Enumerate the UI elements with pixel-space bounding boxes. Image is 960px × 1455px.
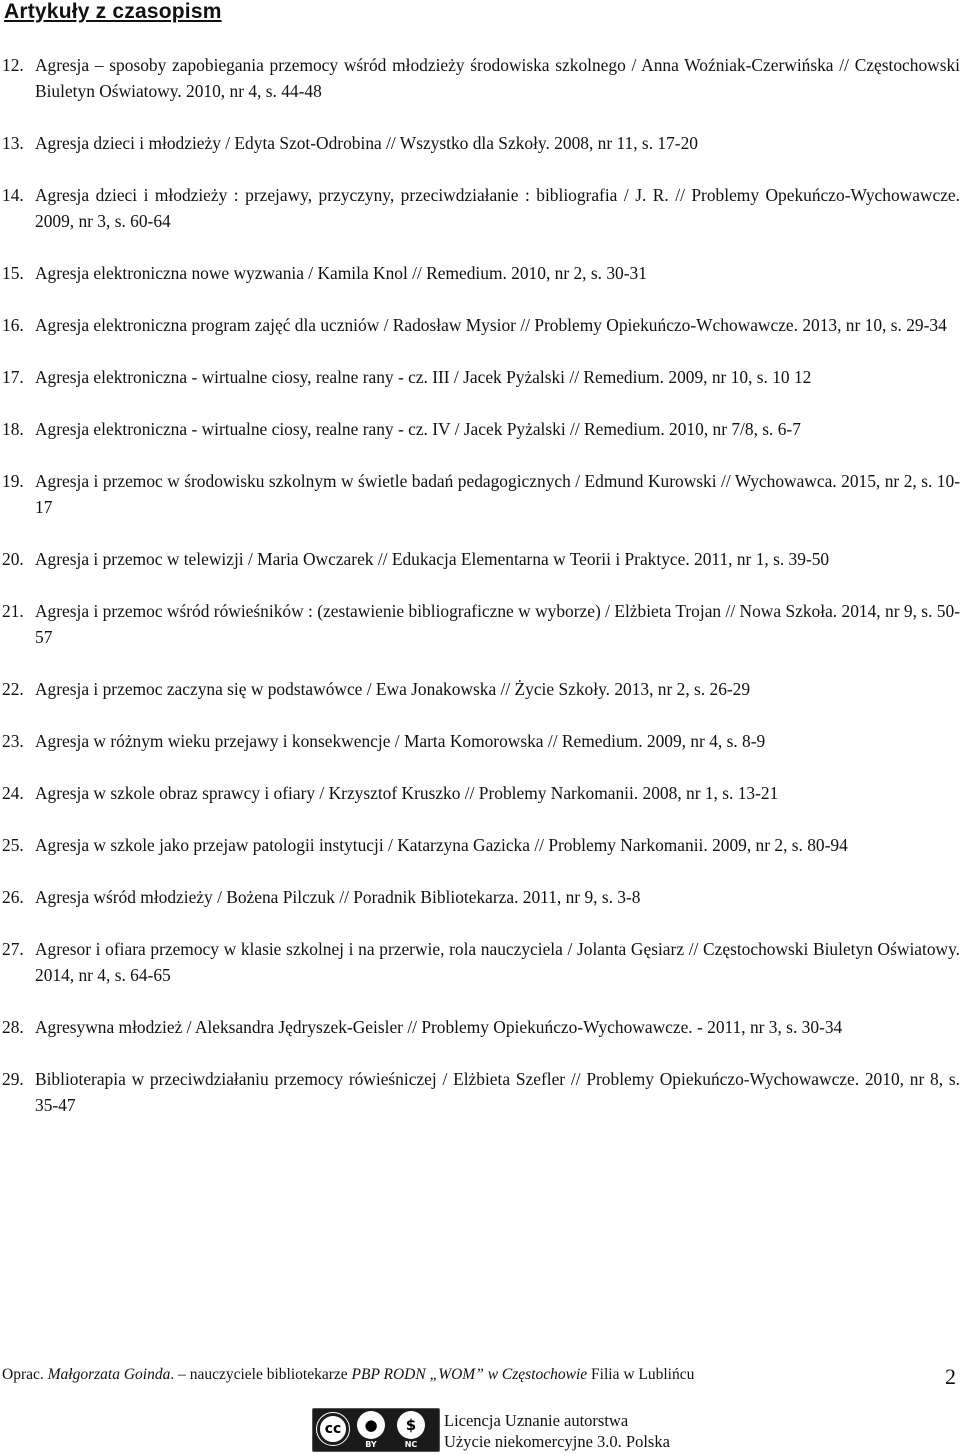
entry-number: 28. <box>2 1017 24 1037</box>
entry-text: Agresja i przemoc w telewizji / Maria Owczarek // Edukacja Elementarna w Teorii i Praktyce. 2011, nr 1, s. 39-50 <box>35 549 830 569</box>
entry-text: Agresja i przemoc zaczyna się w podstawówce / Ewa Jonakowska // Życie Szkoły. 2013, nr 2, s. 26-29 <box>35 679 751 699</box>
footer-credit <box>2 1366 960 1384</box>
entry-number: 22. <box>2 679 24 699</box>
bibliography-entry <box>0 468 960 520</box>
entry-text: Agresja dzieci i młodzieży : przejawy, przyczyny, przeciwdziałanie : bibliografia / J. R. // Problemy Opekuńczo-Wychowawcze. 2009, nr 3, s. 60-64 <box>35 185 960 231</box>
bibliography-entry <box>0 1066 960 1118</box>
creative-commons-badge[interactable] <box>312 1408 440 1452</box>
entry-number: 12. <box>2 55 24 75</box>
page-number: 2 <box>945 1364 956 1389</box>
entry-number: 16. <box>2 315 24 335</box>
bibliography-entry <box>0 416 960 442</box>
bibliography-entry <box>0 312 960 338</box>
entry-number: 29. <box>2 1069 24 1089</box>
entry-text: Agresja elektroniczna nowe wyzwania / Kamila Knol // Remedium. 2010, nr 2, s. 30-31 <box>35 263 647 283</box>
entry-text: Agresja i przemoc w środowisku szkolnym w świetle badań pedagogicznych / Edmund Kurowski // Wychowawca. 2015, nr 2, s. 10-17 <box>35 471 960 517</box>
cc-logo-icon: cc <box>317 1413 349 1445</box>
entry-number: 21. <box>2 601 24 621</box>
entry-text: Agresja elektroniczna - wirtualne ciosy, realne rany - cz. III / Jacek Pyżalski // Remedium. 2009, nr 10, s. 10 12 <box>35 367 812 387</box>
bibliography-entry <box>0 260 960 286</box>
badge-nc-label: NC <box>404 1440 418 1449</box>
bibliography-entry <box>0 130 960 156</box>
bibliography-entry <box>0 884 960 910</box>
footer-author: Małgorzata Goinda <box>47 1366 171 1383</box>
entry-text: Agresja – sposoby zapobiegania przemocy wśród młodzieży środowiska szkolnego / Anna Woźniak-Czerwińska // Częstochowski Biuletyn Oświatowy. 2010, nr 4, s. 44-48 <box>35 55 960 101</box>
bibliography-entry <box>0 546 960 572</box>
badge-by-label: BY <box>365 1440 377 1449</box>
license-block <box>312 1408 712 1452</box>
bibliography-entry <box>0 52 960 104</box>
attribution-person-icon: ● <box>357 1411 385 1439</box>
entry-text: Agresja w szkole jako przejaw patologii instytucji / Katarzyna Gazicka // Problemy Narkomanii. 2009, nr 2, s. 80-94 <box>35 835 848 855</box>
entry-number: 15. <box>2 263 24 283</box>
footer-prefix: Oprac. <box>2 1366 48 1383</box>
entry-number: 23. <box>2 731 24 751</box>
entry-text: Agresja i przemoc wśród rówieśników : (zestawienie bibliograficzne w wyborze) / Elżbieta Trojan // Nowa Szkoła. 2014, nr 9, s. 50-57 <box>35 601 960 647</box>
entry-number: 24. <box>2 783 24 803</box>
bibliography-entry <box>0 182 960 234</box>
entry-text: Agresja wśród młodzieży / Bożena Pilczuk // Poradnik Bibliotekarza. 2011, nr 9, s. 3-8 <box>35 887 641 907</box>
entry-number: 19. <box>2 471 24 491</box>
bibliography-entry <box>0 832 960 858</box>
entry-number: 18. <box>2 419 24 439</box>
entry-text: Biblioterapia w przeciwdziałaniu przemocy rówieśniczej / Elżbieta Szefler // Problemy Opiekuńczo-Wychowawcze. 2010, nr 8, s. 35-47 <box>35 1069 960 1115</box>
entry-text: Agresja dzieci i młodzieży / Edyta Szot-Odrobina // Wszystko dla Szkoły. 2008, nr 11, s. 17-20 <box>35 133 698 153</box>
noncommercial-dollar-icon: $ <box>397 1411 425 1439</box>
entry-number: 17. <box>2 367 24 387</box>
bibliography-entry <box>0 364 960 390</box>
license-line-1: Licencja Uznanie autorstwa <box>444 1411 629 1430</box>
entry-text: Agresor i ofiara przemocy w klasie szkolnej i na przerwie, rola nauczyciela / Jolanta Gęsiarz // Częstochowski Biuletyn Oświatowy. 2014, nr 4, s. 64-65 <box>35 939 960 985</box>
entry-text: Agresja elektroniczna program zajęć dla uczniów / Radosław Mysior // Problemy Opiekuńczo-Wchowawcze. 2013, nr 10, s. 29-34 <box>35 315 947 335</box>
entry-text: Agresja w szkole obraz sprawcy i ofiary / Krzysztof Kruszko // Problemy Narkomanii. 2008, nr 1, s. 13-21 <box>35 783 779 803</box>
bibliography-entry <box>0 728 960 754</box>
entry-number: 27. <box>2 939 24 959</box>
entry-number: 20. <box>2 549 24 569</box>
page-title: Artykuły z czasopism <box>4 0 222 23</box>
license-text <box>444 1410 670 1452</box>
footer-middle: . – nauczyciele bibliotekarze <box>170 1366 352 1383</box>
entry-number: 14. <box>2 185 24 205</box>
entry-number: 25. <box>2 835 24 855</box>
bibliography-list <box>0 52 960 1144</box>
entry-number: 13. <box>2 133 24 153</box>
entry-text: Agresja w różnym wieku przejawy i konsekwencje / Marta Komorowska // Remedium. 2009, nr 4, s. 8-9 <box>35 731 766 751</box>
bibliography-entry <box>0 1014 960 1040</box>
bibliography-entry <box>0 676 960 702</box>
entry-number: 26. <box>2 887 24 907</box>
bibliography-entry <box>0 780 960 806</box>
footer-institution: PBP RODN „WOM” w Częstochowie <box>351 1366 588 1383</box>
bibliography-entry <box>0 936 960 988</box>
footer-suffix: Filia w Lublińcu <box>587 1366 695 1383</box>
entry-text: Agresja elektroniczna - wirtualne ciosy, realne rany - cz. IV / Jacek Pyżalski // Remedium. 2010, nr 7/8, s. 6-7 <box>35 419 801 439</box>
entry-text: Agresywna młodzież / Aleksandra Jędryszek-Geisler // Problemy Opiekuńczo-Wychowawcze. - 2011, nr 3, s. 30-34 <box>35 1017 843 1037</box>
bibliography-entry <box>0 598 960 650</box>
license-line-2: Użycie niekomercyjne 3.0. Polska <box>444 1432 670 1451</box>
